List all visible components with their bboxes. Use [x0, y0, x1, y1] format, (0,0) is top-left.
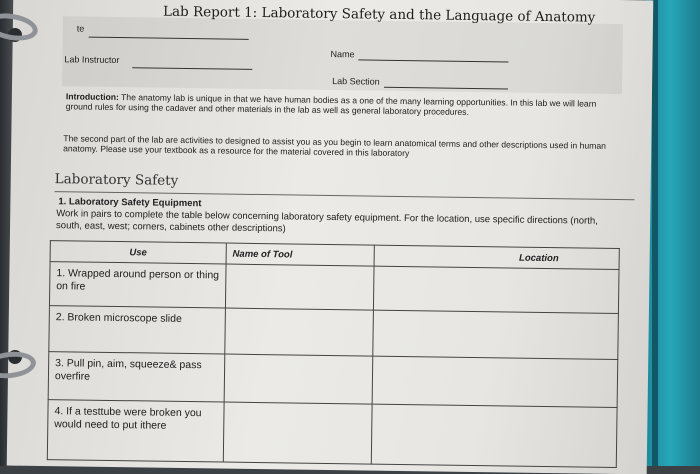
- header-tool: Name of Tool: [226, 243, 374, 266]
- page-title: Lab Report 1: Laboratory Safety and the Language of Anatomy: [162, 3, 596, 26]
- location-cell[interactable]: [373, 266, 619, 313]
- date-label: te: [76, 23, 85, 34]
- tool-cell[interactable]: [225, 264, 374, 310]
- use-cell: 3. Pull pin, aim, squeeze& pass overfire: [48, 352, 225, 402]
- equipment-heading: 1. Laboratory Safety Equipment: [58, 196, 202, 210]
- use-cell: 4. If a testtube were broken you would need to put ithere: [47, 400, 224, 462]
- instructor-label: Lab Instructor: [64, 54, 120, 66]
- tool-cell[interactable]: [224, 354, 373, 404]
- name-label: Name: [330, 48, 355, 60]
- table-row: [49, 262, 619, 314]
- header-location: Location: [374, 245, 619, 269]
- table-row: [49, 306, 619, 360]
- tool-cell[interactable]: [225, 308, 374, 356]
- intro-heading: Introduction:: [65, 91, 119, 103]
- location-cell[interactable]: [371, 404, 617, 467]
- table-row: [47, 400, 617, 468]
- table-row: [48, 352, 618, 408]
- second-paragraph: The second part of the lab are activities to designed to assist you as you begin to learn anatomical terms and other descriptions used in human anatomy. Please use your textbook as a resource for the material covered in this laboratory: [63, 133, 607, 159]
- equipment-instructions: Work in pairs to complete the table below concerning laboratory safety equipment. For the location, use specific directions (north, south, east, west; corners, cabinets other descriptions): [55, 208, 598, 235]
- intro-paragraph: [66, 91, 614, 119]
- section-label: Lab Section: [332, 76, 380, 87]
- worksheet-page: [7, 0, 654, 474]
- safety-equipment-table: [47, 240, 620, 468]
- tool-cell[interactable]: [223, 402, 372, 464]
- use-cell: 1. Wrapped around person or thing on fire: [49, 262, 225, 308]
- folder-edge: [646, 0, 700, 466]
- location-cell[interactable]: [373, 310, 619, 359]
- section-title: Laboratory Safety: [54, 171, 179, 189]
- header-use: Use: [50, 241, 226, 264]
- location-cell[interactable]: [372, 356, 618, 407]
- intro-text: The anatomy lab is unique in that we have human bodies as a one of the many learning opportunities. In this lab we will learn ground rules for using the cadaver and other materials in the lab as well as general laboratory procedures.: [65, 92, 597, 117]
- use-cell: 2. Broken microscope slide: [49, 306, 226, 354]
